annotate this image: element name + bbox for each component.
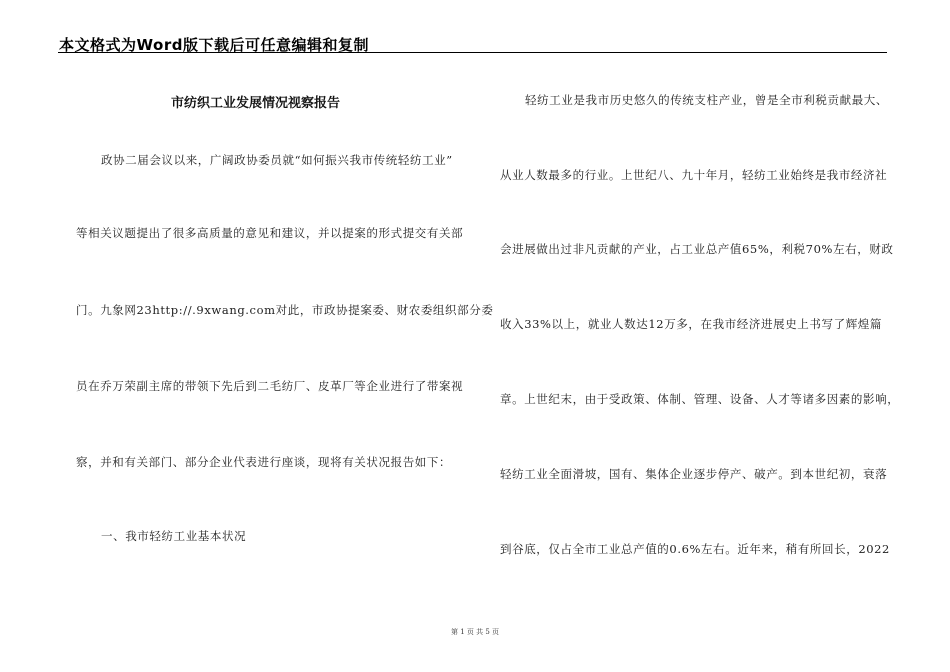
section-heading: 一、我市轻纺工业基本状况 — [101, 529, 247, 543]
right-paragraph-line: 会进展做出过非凡贡献的产业，占工业总产值65%，利税70%左右，财政 — [500, 242, 894, 256]
right-paragraph-line: 轻纺工业是我市历史悠久的传统支柱产业，曾是全市利税贡献最大、 — [525, 93, 888, 107]
right-paragraph-line: 从业人数最多的行业。上世纪八、九十年月，轻纺工业始终是我市经济社 — [500, 168, 888, 182]
left-paragraph-line: 察，并和有关部门、部分企业代表进行座谈，现将有关状况报告如下： — [76, 455, 452, 469]
header-banner: 本文格式为Word版下载后可任意编辑和复制 — [59, 36, 369, 54]
header-divider — [58, 52, 887, 53]
right-paragraph-line: 章。上世纪末，由于受政策、体制、管理、设备、人才等诸多因素的影响， — [500, 392, 900, 406]
left-paragraph-line: 员在乔万荣副主席的带领下先后到二毛纺厂、皮革厂等企业进行了带案视 — [76, 379, 464, 393]
page-number: 第 1 页 共 5 页 — [450, 628, 500, 636]
document-title: 市纺织工业发展情况视察报告 — [171, 96, 341, 111]
left-paragraph-line: 政协二届会议以来，广阔政协委员就“如何振兴我市传统轻纺工业” — [101, 153, 453, 167]
left-paragraph-line: 等相关议题提出了很多高质量的意见和建议，并以提案的形式提交有关部 — [76, 226, 464, 240]
right-paragraph-line: 收入33%以上，就业人数达12万多，在我市经济进展史上书写了辉煌篇 — [500, 317, 882, 331]
right-paragraph-line: 轻纺工业全面滑坡，国有、集体企业逐步停产、破产。到本世纪初，衰落 — [500, 467, 888, 481]
left-paragraph-line: 门。九象网23http://.9xwang.com对此，市政协提案委、财农委组织部分委 — [76, 303, 494, 317]
right-paragraph-line: 到谷底，仅占全市工业总产值的0.6%左右。近年来，稍有所回长，2022 — [500, 542, 890, 556]
